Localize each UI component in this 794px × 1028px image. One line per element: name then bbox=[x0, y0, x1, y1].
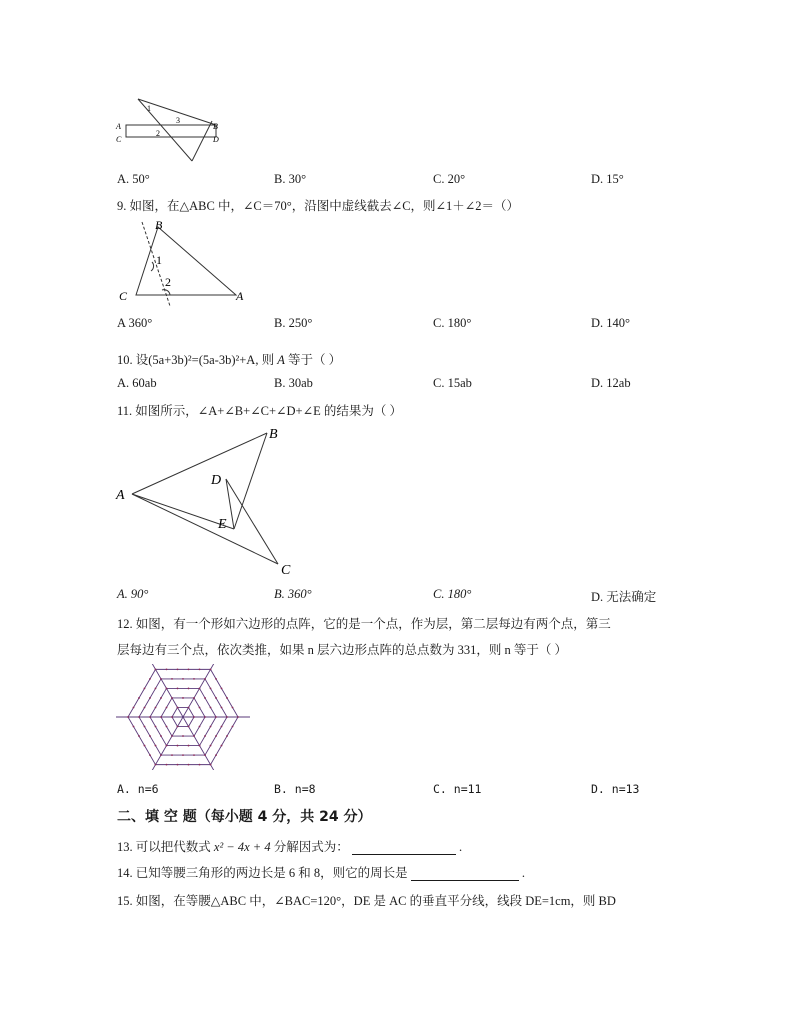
q12-line1: 12. 如图，有一个形如六边形的点阵，它的是一个点，作为层，第二层每边有两个点，第三 bbox=[117, 617, 611, 631]
q11-label-c: C bbox=[281, 563, 291, 578]
q10-option-b[interactable]: B. 30ab bbox=[274, 376, 313, 390]
lattice-dot bbox=[232, 726, 234, 728]
q13-answer-blank[interactable] bbox=[352, 842, 456, 855]
lattice-dot bbox=[215, 735, 217, 737]
q9-label-2: 2 bbox=[165, 275, 171, 289]
lattice-dot bbox=[177, 726, 179, 728]
q8-label-b: B bbox=[213, 122, 218, 131]
q9-label-a: A bbox=[236, 289, 244, 303]
lattice-dot bbox=[171, 735, 173, 737]
lattice-dot bbox=[188, 726, 190, 728]
lattice-dot bbox=[149, 735, 151, 737]
lattice-dot bbox=[232, 707, 234, 709]
q13-prefix: 13. 可以把代数式 bbox=[117, 840, 211, 854]
lattice-dot bbox=[226, 716, 228, 718]
lattice-dot bbox=[166, 764, 168, 766]
q11-label-d: D bbox=[211, 473, 222, 488]
lattice-dot bbox=[199, 707, 201, 709]
lattice-dot bbox=[204, 754, 206, 756]
lattice-dot bbox=[171, 754, 173, 756]
q8-label-c: C bbox=[116, 135, 122, 144]
lattice-dot bbox=[204, 716, 206, 718]
q13-text bbox=[117, 837, 462, 855]
q11-label-b: B bbox=[269, 427, 278, 442]
q10-text bbox=[117, 350, 341, 368]
lattice-dot bbox=[149, 716, 151, 718]
lattice-dot bbox=[155, 688, 157, 690]
lattice-dot bbox=[204, 678, 206, 680]
q9-option-c[interactable]: C. 180° bbox=[433, 316, 472, 330]
q8-option-a[interactable]: A. 50° bbox=[117, 172, 150, 186]
lattice-dot bbox=[215, 754, 217, 756]
q8-label-d: D bbox=[213, 135, 219, 144]
q14-text bbox=[117, 863, 525, 881]
q8-label-3: 3 bbox=[176, 116, 180, 125]
lattice-dot bbox=[193, 735, 195, 737]
q12-hexagon-lattice bbox=[116, 664, 250, 770]
lattice-dot bbox=[188, 745, 190, 747]
q14-end: . bbox=[521, 866, 526, 880]
q8-rectangle bbox=[126, 125, 216, 137]
q9-label-b: B bbox=[155, 218, 163, 232]
lattice-dot bbox=[199, 726, 201, 728]
q10-text-suffix: 等于（ ） bbox=[287, 353, 342, 367]
lattice-dot bbox=[193, 754, 195, 756]
q10-option-d[interactable]: D. 12ab bbox=[591, 376, 631, 390]
q11-option-b[interactable]: B. 360° bbox=[274, 587, 312, 601]
lattice-dot bbox=[171, 716, 173, 718]
q11-text: 11. 如图所示，∠A+∠B+∠C+∠D+∠E 的结果为（ ） bbox=[117, 404, 402, 418]
lattice-dot bbox=[138, 735, 140, 737]
lattice-dot bbox=[215, 678, 217, 680]
lattice-dot bbox=[193, 716, 195, 718]
lattice-dot bbox=[149, 678, 151, 680]
lattice-dot bbox=[177, 764, 179, 766]
q8-figure bbox=[112, 92, 228, 164]
lattice-dot bbox=[237, 716, 239, 718]
q12-option-d[interactable]: D. n=13 bbox=[591, 782, 640, 796]
lattice-dot bbox=[177, 745, 179, 747]
lattice-dot bbox=[160, 754, 162, 756]
lattice-dot bbox=[166, 688, 168, 690]
lattice-dot bbox=[188, 668, 190, 670]
lattice-dot bbox=[155, 745, 157, 747]
lattice-dot bbox=[199, 745, 201, 747]
lattice-dot bbox=[171, 697, 173, 699]
lattice-dot bbox=[160, 697, 162, 699]
lattice-dot bbox=[177, 668, 179, 670]
lattice-dot bbox=[171, 678, 173, 680]
q15-text: 15. 如图，在等腰△ABC 中，∠BAC=120°，DE 是 AC 的垂直平分线，线段 DE=1cm，则 BD bbox=[117, 894, 616, 908]
lattice-dot bbox=[133, 707, 135, 709]
q9-label-1: 1 bbox=[156, 253, 162, 267]
q11-option-d[interactable]: D. 无法确定 bbox=[591, 590, 657, 604]
lattice-dot bbox=[138, 697, 140, 699]
lattice-dot bbox=[144, 707, 146, 709]
lattice-dot bbox=[166, 707, 168, 709]
q12-option-c[interactable]: C. n=11 bbox=[433, 782, 482, 796]
lattice-dot bbox=[188, 707, 190, 709]
lattice-dot bbox=[160, 678, 162, 680]
lattice-dot bbox=[204, 735, 206, 737]
lattice-dot bbox=[182, 697, 184, 699]
q11-option-c[interactable]: C. 180° bbox=[433, 587, 472, 601]
lattice-dot bbox=[210, 668, 212, 670]
lattice-dot bbox=[160, 735, 162, 737]
lattice-dot bbox=[199, 764, 201, 766]
lattice-dot bbox=[221, 726, 223, 728]
q9-figure bbox=[114, 218, 254, 308]
lattice-dot bbox=[188, 764, 190, 766]
lattice-dot bbox=[155, 764, 157, 766]
q8-label-2: 2 bbox=[156, 129, 160, 138]
lattice-dot bbox=[155, 726, 157, 728]
lattice-dot bbox=[226, 697, 228, 699]
lattice-dot bbox=[193, 697, 195, 699]
q10-text-var: A bbox=[277, 353, 285, 367]
lattice-dot bbox=[204, 697, 206, 699]
lattice-dot bbox=[166, 726, 168, 728]
lattice-dot bbox=[127, 716, 129, 718]
lattice-dot bbox=[144, 726, 146, 728]
q11-label-e: E bbox=[218, 517, 227, 532]
lattice-dot bbox=[149, 754, 151, 756]
q9-label-c: C bbox=[119, 289, 128, 303]
lattice-dot bbox=[226, 735, 228, 737]
q11-option-a[interactable]: A. 90° bbox=[117, 587, 149, 601]
lattice-dot bbox=[210, 764, 212, 766]
q9-option-d[interactable]: D. 140° bbox=[591, 316, 631, 330]
q13-expression: x² − 4x + 4 bbox=[213, 840, 271, 854]
lattice-dot bbox=[160, 716, 162, 718]
lattice-dot bbox=[144, 688, 146, 690]
lattice-dot bbox=[177, 707, 179, 709]
lattice-dot bbox=[166, 668, 168, 670]
lattice-dot bbox=[182, 678, 184, 680]
lattice-dot bbox=[138, 716, 140, 718]
q8-label-1: 1 bbox=[147, 104, 151, 113]
q13-end: . bbox=[459, 840, 463, 854]
q12-option-a[interactable]: A. n=6 bbox=[117, 782, 159, 796]
lattice-dot bbox=[188, 688, 190, 690]
lattice-dot bbox=[210, 745, 212, 747]
q8-option-b[interactable]: B. 30° bbox=[274, 172, 307, 186]
lattice-dot bbox=[149, 697, 151, 699]
q9-option-b[interactable]: B. 250° bbox=[274, 316, 313, 330]
lattice-dot bbox=[155, 707, 157, 709]
q11-figure bbox=[112, 422, 302, 580]
lattice-dot bbox=[144, 745, 146, 747]
lattice-dot bbox=[221, 745, 223, 747]
lattice-dot bbox=[215, 716, 217, 718]
q13-suffix: 分解因式为： bbox=[273, 840, 349, 854]
q8-option-c[interactable]: C. 20° bbox=[433, 172, 466, 186]
lattice-dot bbox=[210, 688, 212, 690]
lattice-dot bbox=[182, 754, 184, 756]
q11-label-a: A bbox=[116, 488, 125, 503]
section-2-title: 二、填 空 题（每小题 4 分，共 24 分） bbox=[117, 809, 372, 825]
lattice-dot bbox=[182, 735, 184, 737]
q10-text-prefix: 10. 设(5a+3b)²=(5a-3b)²+A, 则 bbox=[117, 353, 275, 367]
q14-body: 14. 已知等腰三角形的两边长是 6 和 8，则它的周长是 bbox=[117, 866, 408, 880]
q12-line2: 层每边有三个点，依次类推，如果 n 层六边形点阵的总点数为 331，则 n 等于（ ） bbox=[117, 643, 568, 657]
lattice-dot bbox=[210, 726, 212, 728]
q12-option-b[interactable]: B. n=8 bbox=[274, 782, 316, 796]
lattice-dot bbox=[193, 678, 195, 680]
lattice-dot bbox=[215, 697, 217, 699]
lattice-dot bbox=[199, 668, 201, 670]
q10-option-a[interactable]: A. 60ab bbox=[117, 376, 157, 390]
q14-answer-blank[interactable] bbox=[411, 868, 519, 881]
lattice-dot bbox=[166, 745, 168, 747]
lattice-dot bbox=[221, 688, 223, 690]
lattice-dot bbox=[199, 688, 201, 690]
lattice-dot bbox=[155, 668, 157, 670]
lattice-dot bbox=[221, 707, 223, 709]
q8-option-d[interactable]: D. 15° bbox=[591, 172, 624, 186]
q10-option-c[interactable]: C. 15ab bbox=[433, 376, 472, 390]
q9-text: 9. 如图，在△ABC 中，∠C＝70°，沿图中虚线截去∠C，则∠1＋∠2＝（） bbox=[117, 199, 520, 213]
lattice-dot bbox=[133, 726, 135, 728]
lattice-dot bbox=[177, 688, 179, 690]
q9-option-a[interactable]: A 360° bbox=[117, 316, 153, 330]
lattice-dot bbox=[210, 707, 212, 709]
q8-label-a: A bbox=[116, 122, 121, 131]
